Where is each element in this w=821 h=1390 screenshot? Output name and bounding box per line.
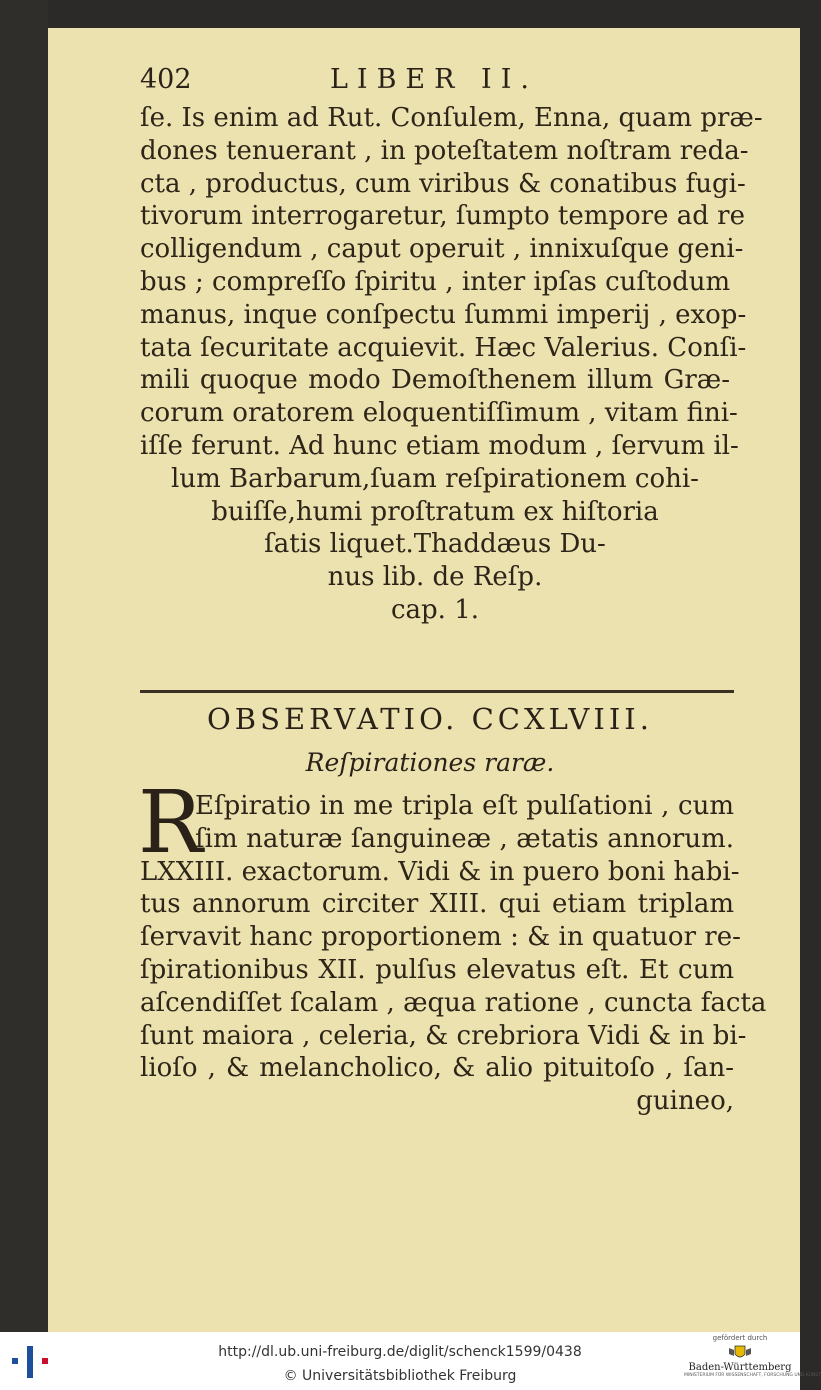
text-line: ſim naturæ ſanguineæ , ætatis annorum. — [195, 823, 734, 854]
text-line: corum oratorem eloquentiſſimum , vitam fini- — [140, 398, 738, 429]
viewer-footer — [0, 1332, 821, 1390]
text-line: bus ; compreſſo ſpiritu , inter ipſas cuſtodum — [140, 266, 731, 297]
text-line: ſatis liquet.Thaddæus Du- — [264, 529, 606, 560]
text-line: aſcendiſſet ſcalam , æqua ratione , cuncta facta — [140, 987, 767, 1018]
drop-cap: R — [138, 773, 203, 873]
sponsor-note: gefördert durch — [712, 1334, 768, 1342]
page-number: 402 — [140, 64, 192, 95]
text-line: tus annorum circiter XIII. qui etiam triplam — [140, 889, 734, 920]
coat-of-arms-icon — [726, 1344, 754, 1362]
page-header — [140, 64, 700, 104]
observation-body — [140, 790, 767, 1118]
text-line: mili quoque modo Demoſthenem illum Græ- — [140, 365, 730, 396]
catchword: guineo, — [636, 1086, 734, 1117]
text-line: colligendum , caput operuit , innixuſque geni- — [140, 234, 744, 265]
text-line: lum Barbarum,ſuam reſpirationem cohi- — [171, 463, 699, 494]
section-divider — [140, 688, 734, 696]
text-line: ſunt maiora , celeria, & crebriora Vidi & in bi- — [140, 1020, 747, 1051]
text-line: manus, inque conſpectu ſummi imperij , exop- — [140, 299, 747, 330]
text-line: tata ſecuritate acquievit. Hæc Valerius. Conſi- — [140, 332, 747, 363]
sponsor-block — [684, 1334, 821, 1388]
text-line: ſpirationibus XII. pulſus elevatus eſt. Et cum — [140, 954, 734, 985]
document-url[interactable]: http://dl.ub.uni-freiburg.de/diglit/schenck1599/0438 — [218, 1344, 582, 1360]
sponsor-subtitle: MINISTERIUM FÜR WISSENSCHAFT, FORSCHUNG UND KUNST — [684, 1373, 821, 1378]
text-line: iſſe ferunt. Ad hunc etiam modum , ſervum il- — [140, 430, 739, 461]
text-line: ſervavit hanc proportionem : & in quatuor re- — [140, 922, 741, 953]
divider-rule — [140, 690, 734, 693]
observation-subtitle: Reſpirationes raræ. — [305, 748, 555, 777]
text-line: ſe. Is enim ad Rut. Conſulem, Enna, quam præ- — [140, 103, 763, 133]
observation-title: OBSERVATIO. CCXLVIII. — [207, 702, 653, 736]
text-line: dones tenuerant , in poteſtatem noſtram reda- — [140, 135, 749, 166]
text-line: Eſpiratio in me tripla eſt pulſationi , cum — [195, 791, 734, 821]
copyright-notice: © Universitätsbibliothek Freiburg — [283, 1368, 517, 1384]
paragraph-continued — [140, 102, 763, 627]
text-line: cap. 1. — [390, 594, 480, 625]
text-line: lioſo , & melancholico, & alio pituitoſo , ſan- — [140, 1053, 734, 1084]
text-line: LXXIII. exactorum. Vidi & in puero boni habi- — [140, 856, 740, 887]
text-line: cta , productus, cum viribus & conatibus fugi- — [140, 168, 746, 199]
sponsor-name: Baden-Württemberg — [688, 1362, 792, 1373]
scan-dark-edge — [0, 0, 48, 1332]
text-line: tivorum interrogaretur, ſumpto tempore ad re — [140, 201, 745, 232]
text-line: nus lib. de Reſp. — [327, 562, 543, 593]
text-line: buiſſe,humi proſtratum ex hiſtoria — [211, 496, 659, 527]
running-title: LIBER II. — [330, 64, 538, 95]
